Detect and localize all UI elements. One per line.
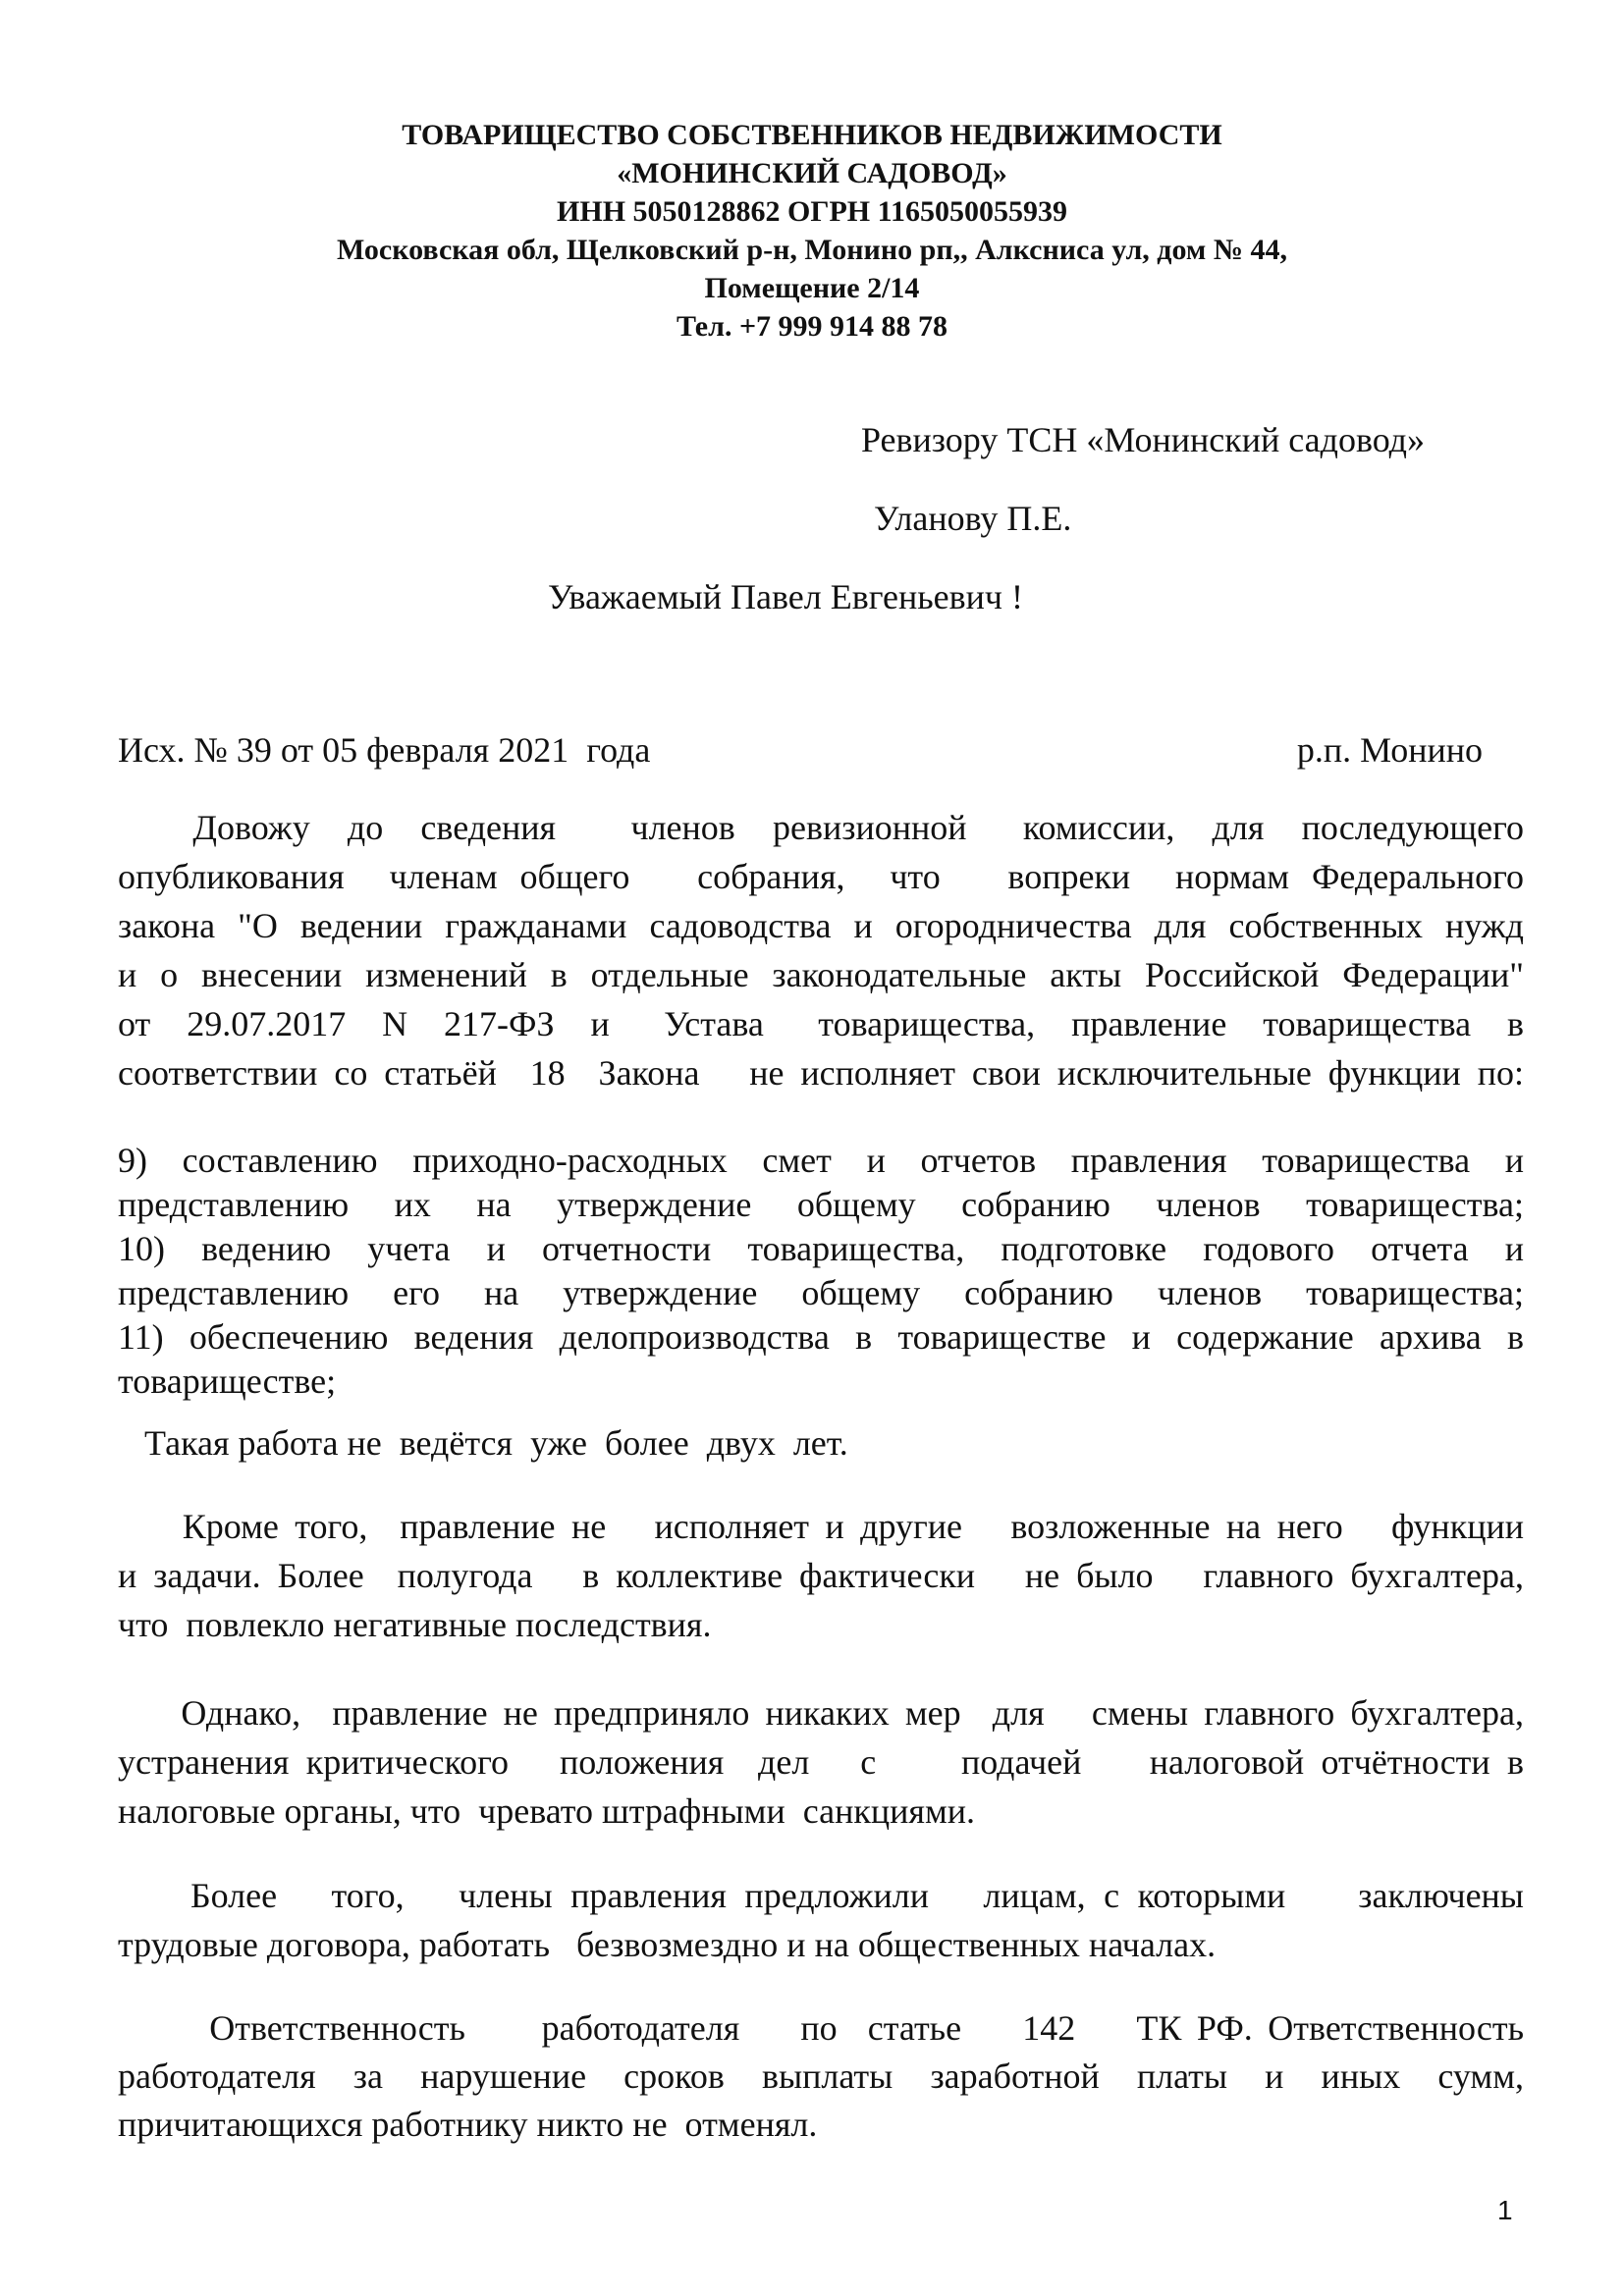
paragraph-line: налоговые органы, что чревато штрафными санкциями. — [118, 1791, 976, 1831]
greeting: Уважаемый Павел Евгеньевич ! — [548, 577, 1023, 616]
org-address-line2: Помещение 2/14 — [704, 272, 920, 304]
paragraph-5 — [118, 1688, 1524, 1836]
reference-number-date: Исх. № 39 от 05 февраля 2021 года — [118, 730, 651, 770]
paragraph-line: товариществе; — [118, 1362, 337, 1401]
paragraph-line: соответствии со статьёй 18 Закона не исполняет свои исключительные функции по: — [118, 1053, 1524, 1093]
addressee-line1: Ревизору ТСН «Монинский садовод» — [861, 420, 1425, 459]
paragraph-line: Кроме того, правление не исполняет и другие возложенные на него функции — [118, 1507, 1524, 1546]
paragraph-line: Однако, правление не предприняло никаких мер для смены главного бухгалтера, — [118, 1693, 1524, 1733]
paragraph-2-functions — [118, 1139, 1524, 1404]
org-ids: ИНН 5050128862 ОГРН 1165050055939 — [557, 195, 1067, 228]
reference-place: р.п. Монино — [1296, 730, 1483, 770]
function-item-10: 10) ведению учета и отчетности товарищества, подготовке годового отчета и — [118, 1229, 1524, 1268]
reference-row — [118, 730, 1483, 770]
paragraph-line: и задачи. Более полугода в коллективе фактически не было главного бухгалтера, — [118, 1556, 1524, 1595]
function-item-11: 11) обеспечению ведения делопроизводства в товариществе и содержание архива в — [118, 1317, 1524, 1357]
paragraph-line: представлению их на утверждение общему собранию членов товарищества; — [118, 1185, 1524, 1224]
org-short-name: «МОНИНСКИЙ САДОВОД» — [617, 157, 1007, 189]
paragraph-line: Ответственность работодателя по статье 142 ТК РФ. Ответственность — [118, 2008, 1524, 2048]
org-phone: Тел. +7 999 914 88 78 — [676, 310, 948, 343]
paragraph-line: что повлекло негативные последствия. — [118, 1605, 712, 1644]
paragraph-line: причитающихся работнику никто не отменял. — [118, 2105, 818, 2144]
paragraph-line: представлению его на утверждение общему собранию членов товарищества; — [118, 1273, 1524, 1312]
paragraph-line: Более того, члены правления предложили лицам, с которыми заключены — [118, 1876, 1524, 1915]
paragraph-line: опубликования членам общего собрания, что вопреки нормам Федерального — [118, 857, 1524, 896]
paragraph-line: Довожу до сведения членов ревизионной комиссии, для последующего — [118, 808, 1524, 847]
org-address-line1: Московская обл, Щелковский р-н, Монино рп,, Алксниса ул, дом № 44, — [337, 234, 1287, 266]
paragraph-6 — [118, 1871, 1524, 1969]
paragraph-line: трудовые договора, работать безвозмездно и на общественных началах. — [118, 1925, 1217, 1964]
function-item-9: 9) составлению приходно-расходных смет и отчетов правления товарищества и — [118, 1141, 1524, 1180]
paragraph-line: Такая работа не ведётся уже более двух лет. — [118, 1423, 848, 1463]
paragraph-line: устранения критического положения дел с подачей налоговой отчётности в — [118, 1742, 1524, 1782]
addressee-line2: Уланову П.Е. — [874, 499, 1072, 538]
paragraph-line: и о внесении изменений в отдельные законодательные акты Российской Федерации" — [118, 955, 1524, 994]
paragraph-4 — [118, 1502, 1524, 1649]
paragraph-line: работодателя за нарушение сроков выплаты заработной платы и иных сумм, — [118, 2056, 1524, 2096]
paragraph-line: от 29.07.2017 N 217-ФЗ и Устава товарищества, правление товарищества в — [118, 1004, 1524, 1043]
paragraph-1 — [118, 803, 1524, 1097]
letterhead — [118, 116, 1506, 346]
paragraph-3 — [118, 1419, 1524, 1467]
org-name: ТОВАРИЩЕСТВО СОБСТВЕННИКОВ НЕДВИЖИМОСТИ — [402, 119, 1222, 151]
page-number: 1 — [1497, 2195, 1513, 2225]
paragraph-line: закона "О ведении гражданами садоводства и огородничества для собственных нужд — [118, 906, 1524, 945]
paragraph-7 — [118, 2004, 1524, 2149]
